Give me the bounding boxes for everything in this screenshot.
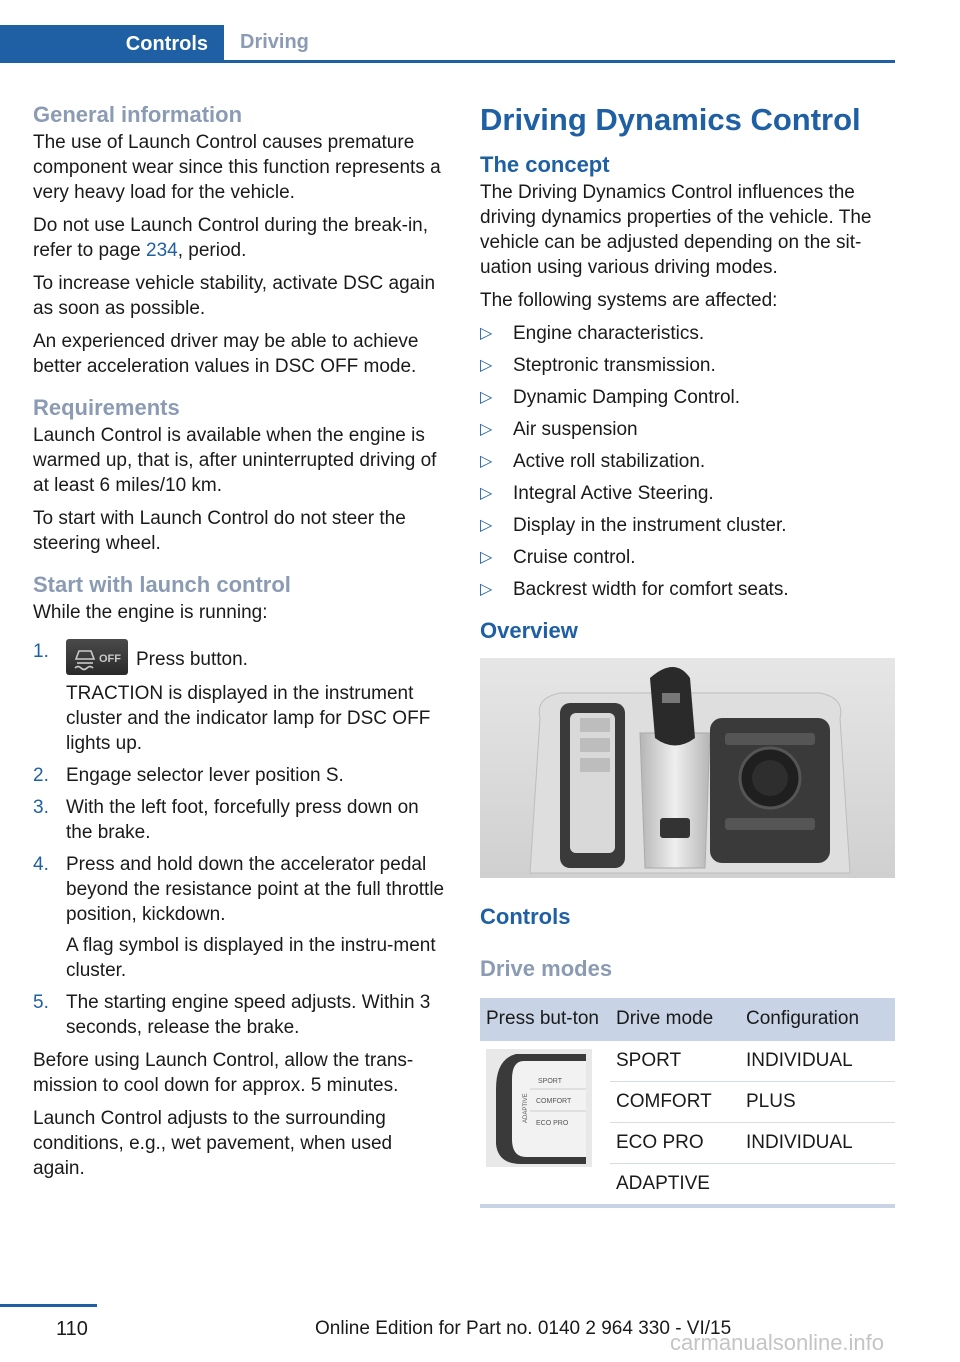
button-label-sport: SPORT: [538, 1078, 562, 1085]
bullet-triangle-icon: ▷: [480, 549, 493, 566]
drive-modes-heading: Drive modes: [480, 956, 613, 981]
left-column: [33, 100, 449, 1189]
drive-mode-cell: ECO PRO: [610, 1123, 740, 1164]
general-p2-text: Do not use Launch Control during the break-in, refer to page: [33, 215, 429, 261]
right-column: [480, 100, 895, 1208]
bullet-triangle-icon: ▷: [480, 421, 493, 438]
bullet-triangle-icon: ▷: [480, 357, 493, 374]
concept-paragraph-1: The Driving Dynamics Control influences the driving dynamics properties of the vehicle. The vehicle can be adjusted depending on the sit‐uation using various driving modes.: [480, 182, 872, 278]
general-paragraph-4: An experienced driver may be able to achieve better acceleration values in DSC OFF mode.: [33, 331, 419, 377]
list-item: ▷ Engine characteristics.: [480, 323, 705, 344]
requirements-paragraph-2: To start with Launch Control do not steer the steering wheel.: [33, 508, 406, 554]
start-intro: While the engine is running:: [33, 602, 268, 623]
drive-modes-table: [480, 998, 895, 1208]
overview-heading: Overview: [480, 618, 578, 643]
drive-mode-cell: ADAPTIVE: [610, 1164, 740, 1207]
col-header-configuration: Configuration: [740, 998, 895, 1041]
step-number: 3.: [33, 797, 49, 818]
dsc-off-button-icon: [66, 639, 128, 675]
list-item: ▷ Backrest width for comfort seats.: [480, 579, 789, 600]
chapter-header: [0, 25, 895, 63]
step-3-text: With the left foot, forcefully press down on the brake.: [66, 797, 419, 843]
concept-paragraph-2: The following systems are affected:: [480, 290, 778, 311]
step-3: [33, 795, 449, 845]
tab-driving[interactable]: Driving: [240, 31, 309, 53]
step-4-sub: A flag symbol is displayed in the instru‐ment cluster.: [66, 935, 436, 981]
bullet-triangle-icon: ▷: [480, 325, 493, 342]
button-label-adaptive: ADAPTIVE: [523, 1093, 529, 1123]
bullet-triangle-icon: ▷: [480, 485, 493, 502]
step-1-text: Press button.: [136, 649, 248, 670]
configuration-cell: [740, 1164, 895, 1207]
general-paragraph-1: The use of Launch Control causes premature component wear since this function represents a very heavy load for the vehicle.: [33, 132, 441, 203]
general-paragraph-3: To increase vehicle stability, activate DSC again as soon as possible.: [33, 273, 436, 319]
step-4: [33, 852, 449, 983]
general-paragraph-2: [33, 213, 449, 263]
drive-mode-buttons-image: [480, 1041, 610, 1206]
list-item: ▷ Display in the instrument cluster.: [480, 515, 787, 536]
tab-controls[interactable]: Controls: [0, 25, 224, 63]
general-p2-tail: , period.: [177, 240, 247, 261]
start-launch-control-heading: Start with launch control: [33, 572, 291, 597]
bullet-triangle-icon: ▷: [480, 581, 493, 598]
step-2: [33, 763, 449, 788]
after-paragraph-2: Launch Control adjusts to the surrounding conditions, e.g., wet pavement, when used again.: [33, 1108, 393, 1179]
drive-mode-cell: COMFORT: [610, 1082, 740, 1123]
list-item: ▷ Integral Active Steering.: [480, 483, 714, 504]
footer-rule: [0, 1304, 97, 1307]
page-number: 110: [56, 1318, 88, 1340]
bullet-triangle-icon: ▷: [480, 453, 493, 470]
list-item: ▷ Steptronic transmission.: [480, 355, 716, 376]
step-number: 5.: [33, 992, 49, 1013]
header-rule: [0, 60, 895, 63]
configuration-cell: INDIVIDUAL: [740, 1123, 895, 1164]
step-4-text: Press and hold down the accelerator pedal beyond the resistance point at the full throttle position, kickdown.: [66, 854, 445, 925]
configuration-cell: INDIVIDUAL: [740, 1041, 895, 1082]
list-item: ▷ Air suspension: [480, 419, 638, 440]
list-item: ▷ Dynamic Damping Control.: [480, 387, 741, 408]
drive-mode-cell: SPORT: [610, 1041, 740, 1082]
requirements-heading: Requirements: [33, 395, 180, 420]
launch-steps: [33, 639, 449, 1040]
list-item: ▷ Active roll stabilization.: [480, 451, 706, 472]
col-header-drive-mode: Drive mode: [610, 998, 740, 1041]
page-234-link[interactable]: 234: [146, 240, 178, 261]
driving-dynamics-title: Driving Dynamics Control: [480, 102, 861, 137]
step-number: 1.: [33, 641, 49, 662]
watermark: carmanualsonline.info: [670, 1330, 885, 1355]
bullet-triangle-icon: ▷: [480, 389, 493, 406]
step-2-text: Engage selector lever position S.: [66, 765, 344, 786]
dsc-off-text: OFF: [99, 653, 121, 665]
step-5: [33, 990, 449, 1040]
configuration-cell: PLUS: [740, 1082, 895, 1123]
col-header-press-button: Press but‐ton: [480, 998, 610, 1041]
step-1: [33, 639, 449, 756]
edition-note: Online Edition for Part no. 0140 2 964 330 - VI/15: [315, 1318, 732, 1339]
affected-systems-list: [480, 321, 895, 602]
requirements-paragraph-1: Launch Control is available when the engine is warmed up, that is, after uninterrupted driving of at least 6 miles/10 km.: [33, 425, 437, 496]
after-paragraph-1: Before using Launch Control, allow the trans‐mission to cool down for approx. 5 minutes.: [33, 1050, 414, 1096]
general-info-heading: General information: [33, 102, 243, 127]
controls-heading: Controls: [480, 904, 571, 929]
list-item: ▷ Cruise control.: [480, 547, 636, 568]
button-label-eco-pro: ECO PRO: [536, 1120, 569, 1127]
step-number: 4.: [33, 854, 49, 875]
table-row: [480, 1041, 895, 1082]
button-label-comfort: COMFORT: [536, 1098, 572, 1105]
bullet-triangle-icon: ▷: [480, 517, 493, 534]
step-5-text: The starting engine speed adjusts. Within 3 seconds, release the brake.: [66, 992, 431, 1038]
step-number: 2.: [33, 765, 49, 786]
concept-heading: The concept: [480, 152, 610, 177]
center-console-photo: [480, 658, 895, 878]
step-1-sub: TRACTION is displayed in the instrument cluster and the indicator lamp for DSC OFF lights up.: [66, 683, 431, 754]
